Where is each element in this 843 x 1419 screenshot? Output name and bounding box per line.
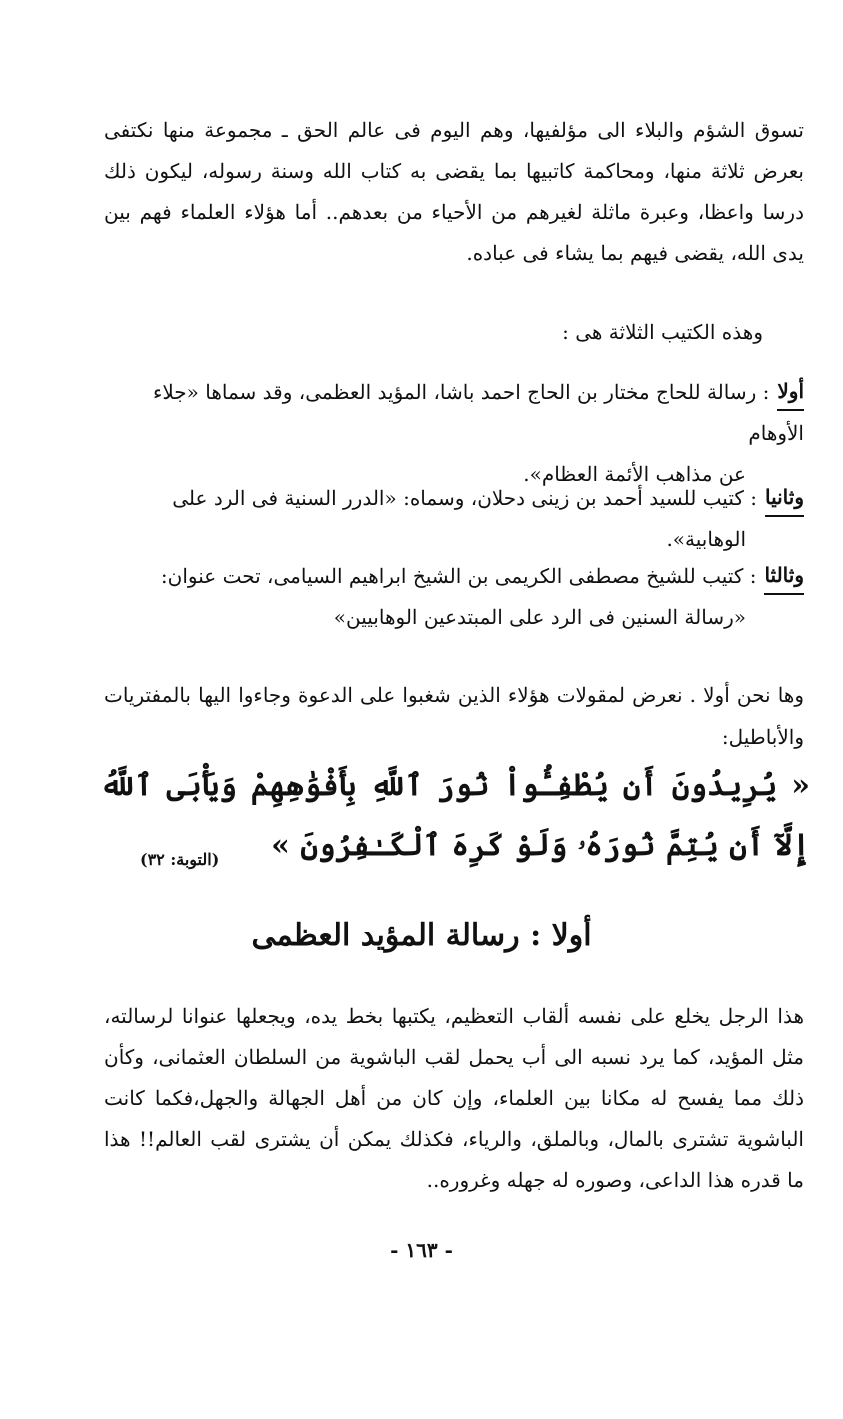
opening-paragraph: تسوق الشؤم والبلاء الى مؤلفيها، وهم اليوم فى عالم الحق ـ مجموعة منها نكتفى بعرض ثلاثة منها، ومحاكمة كاتبيها بما يقضى به كتاب الله وسنة رسوله، ليكون ذلك درسا واعظا، وعبرة ماثلة لغيرهم من الأحياء من بعدهم.. أما هؤلاء العلماء فهم بين يدى الله، يقضى فيهم بما يشاء فى عباده. <box>104 118 804 265</box>
item-text: : رسالة للحاج مختار بن الحاج احمد باشا، المؤيد العظمى، وقد سماها «جلاء الأوهام <box>152 380 804 445</box>
item-label: وثانيا <box>765 482 804 517</box>
list-item-second <box>104 478 804 560</box>
page-number: - ١٦٣ - <box>390 1238 453 1262</box>
item-label: وثالثا <box>764 560 804 595</box>
verse-reference: (التوبة: ٣٢) <box>140 850 220 869</box>
item-continuation: الوهابية». <box>666 527 746 551</box>
transition-paragraph: وها نحن أولا . نعرض لمقولات هؤلاء الذين شغبوا على الدعوة وجاءوا اليها بالمفتريات والأباطيل: <box>104 683 804 749</box>
item-continuation: «رسالة السنين فى الرد على المبتدعين الوهابيين» <box>333 605 746 629</box>
item-text: : كتيب للسيد أحمد بن زينى دحلان، وسماه: «الدرر السنية فى الرد على <box>172 486 757 510</box>
section-paragraph: هذا الرجل يخلع على نفسه ألقاب التعظيم، يكتبها بخط يده، ويجعلها عنوانا لرسالته، مثل المؤيد، كما يرد نسبه الى أب يحمل لقب الباشوية من السلطان العثمانى، وكأن ذلك مما يفسح له مكانا بين العلماء، وإن كان من أهل الجهالة والجهل،فكما كانت الباشوية تشترى بالمال، وبالملق، والرياء، فكذلك يمكن أن يشترى لقب العالم!! هذا ما قدره هذا الداعى، وصوره له جهله وغروره.. <box>104 1004 804 1192</box>
intro-line: وهذه الكتيب الثلاثة هى : <box>562 320 763 344</box>
item-label: أولا <box>777 376 804 411</box>
item-text: : كتيب للشيخ مصطفى الكريمى بن الشيخ ابراهيم السيامى، تحت عنوان: <box>160 564 757 588</box>
list-item-first <box>104 372 804 495</box>
list-item-third <box>104 556 804 638</box>
quran-verse: « يُرِيدُونَ أَن يُطْفِـُٔواْ نُورَ ٱللَّهِ بِأَفْوَٰهِهِمْ وَيَأْبَى ٱللَّهُ إِلَّآ أَن يُتِمَّ نُورَهُۥ وَلَوْ كَرِهَ ٱلْكَـٰفِرُونَ » <box>100 768 810 863</box>
section-heading: أولا : رسالة المؤيد العظمى <box>251 918 592 953</box>
item-continuation: عن مذاهب الأئمة العظام». <box>523 462 746 486</box>
